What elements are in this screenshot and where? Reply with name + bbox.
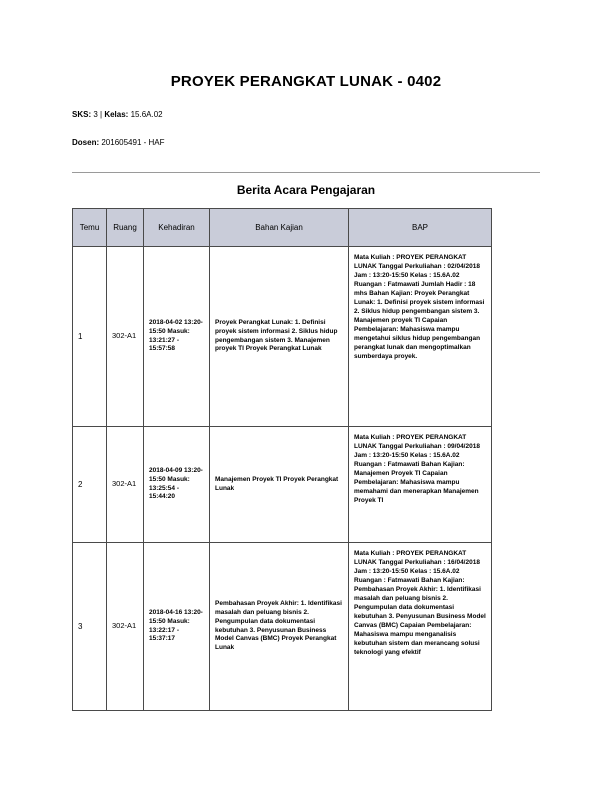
cell-bahan-kajian: Manajemen Proyek TI Proyek Perangkat Lunak [210, 427, 349, 543]
cell-temu: 1 [73, 247, 107, 427]
kelas-label: Kelas: [104, 110, 129, 119]
page-title: PROYEK PERANGKAT LUNAK - 0402 [170, 73, 442, 90]
header-bahan-kajian: Bahan Kajian [210, 209, 349, 247]
cell-bahan-kajian: Proyek Perangkat Lunak: 1. Definisi proyek sistem informasi 2. Siklus hidup pengembangan sistem 3. Manajemen proyek TI Proyek Perangkat Lunak [210, 247, 349, 427]
cell-kehadiran: 2018-04-09 13:20-15:50 Masuk: 13:25:54 - 15:44:20 [144, 427, 210, 543]
divider [72, 172, 540, 173]
dosen-value: 201605491 - HAF [99, 138, 165, 147]
course-meta-line [72, 110, 163, 119]
lecturer-meta-line [72, 138, 165, 147]
sks-label: SKS: [72, 110, 92, 119]
header-bap: BAP [349, 209, 492, 247]
cell-bahan-kajian: Pembahasan Proyek Akhir: 1. Identifikasi masalah dan peluang bisnis 2. Pengumpulan data dokumentasi kebutuhan 3. Penyusunan Business Model Canvas (BMC) Proyek Perangkat Lunak [210, 543, 349, 711]
cell-kehadiran: 2018-04-02 13:20-15:50 Masuk: 13:21:27 - 15:57:58 [144, 247, 210, 427]
section-title: Berita Acara Pengajaran [236, 183, 376, 197]
table-row [73, 247, 492, 427]
header-temu: Temu [73, 209, 107, 247]
cell-bap: Mata Kuliah : PROYEK PERANGKAT LUNAK Tanggal Perkuliahan : 09/04/2018 Jam : 13:20-15:50 Kelas : 15.6A.02 Ruangan : Fatmawati Bahan Kajian: Manajemen Proyek TI Capaian Pembelajaran: Mahasiswa mampu memahami dan menerapkan Manajemen Proyek TI [349, 427, 492, 543]
teaching-record-table [72, 208, 492, 711]
sks-value: 3 | [91, 110, 105, 119]
cell-ruang: 302-A1 [107, 247, 144, 427]
cell-bap: Mata Kuliah : PROYEK PERANGKAT LUNAK Tanggal Perkuliahan : 02/04/2018 Jam : 13:20-15:50 Kelas : 15.6A.02 Ruangan : Fatmawati Jumlah Hadir : 18 mhs Bahan Kajian: Proyek Perangkat Lunak: 1. Definisi proyek sistem informasi 2. Siklus hidup pengembangan sistem 3. Manajemen proyek TI Capaian Pembelajaran: Mahasiswa mampu mengetahui siklus hidup pengembangan perangkat lunak dan mengoptimalkan sumberdaya proyek. [349, 247, 492, 427]
table-row [73, 543, 492, 711]
cell-bap: Mata Kuliah : PROYEK PERANGKAT LUNAK Tanggal Perkuliahan : 16/04/2018 Jam : 13:20-15:50 Kelas : 15.6A.02 Ruangan : Fatmawati Bahan Kajian: Pembahasan Proyek Akhir: 1. Identifikasi masalah dan peluang bisnis 2. Pengumpulan data dokumentasi kebutuhan 3. Penyusunan Business Model Canvas (BMC) Capaian Pembelajaran: Mahasiswa mampu menganalisis kebutuhan sistem dan merancang solusi teknologi yang efektif [349, 543, 492, 711]
kelas-value: 15.6A.02 [128, 110, 163, 119]
cell-temu: 3 [73, 543, 107, 711]
table-header-row [73, 209, 492, 247]
cell-ruang: 302-A1 [107, 427, 144, 543]
cell-ruang: 302-A1 [107, 543, 144, 711]
cell-temu: 2 [73, 427, 107, 543]
header-ruang: Ruang [107, 209, 144, 247]
table-row [73, 427, 492, 543]
header-kehadiran: Kehadiran [144, 209, 210, 247]
dosen-label: Dosen: [72, 138, 100, 147]
cell-kehadiran: 2018-04-16 13:20-15:50 Masuk: 13:22:17 - 15:37:17 [144, 543, 210, 711]
